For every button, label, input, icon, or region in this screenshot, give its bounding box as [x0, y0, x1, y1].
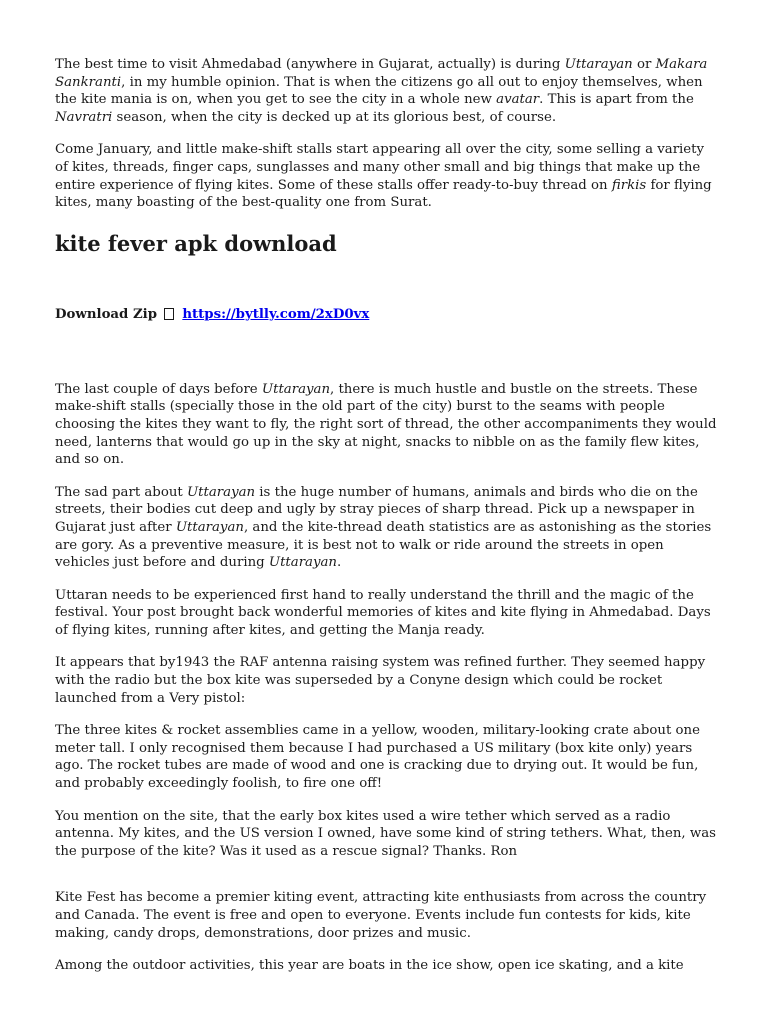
- fest-section: [55, 889, 717, 974]
- italic-text: Uttarayan: [175, 519, 244, 535]
- text-run: Uttaran needs to be experienced first hand to really understand the thrill and the magic of the festival. Your post brought back wonderful memories of kites and kite flying in Ahmedabad. Days of flying kites, running after kites, and getting the Manja ready.: [55, 587, 711, 638]
- italic-text: Uttarayan: [261, 381, 331, 397]
- text-run: Among the outdoor activities, this year are boats in the ice show, open ice skating, and a kite: [55, 958, 684, 974]
- article-section: [55, 381, 717, 861]
- text-run: The best time to visit Ahmedabad (anywhere in Gujarat, actually) is during: [55, 57, 565, 72]
- paragraph: [55, 808, 717, 861]
- spacer: [55, 324, 717, 381]
- paragraph: [55, 141, 717, 211]
- text-run: , in my humble opinion. That is when the citizens go all out to enjoy themselves, when the kite mania is on, when you get to see the city in a whole new: [55, 74, 703, 108]
- paragraph: [55, 722, 717, 792]
- paragraph: [55, 889, 717, 942]
- italic-text: Navratri: [55, 109, 113, 125]
- spacer: [55, 875, 717, 889]
- text-run: The three kites & rocket assemblies came in a yellow, wooden, military-looking crate about one meter tall. I only recognised them because I had purchased a US military (box kite only) years ago. The rocket tubes are made of wood and one is cracking due to drying out. It would be fun, and probably exceedingly foolish, to fire one off!: [55, 723, 700, 792]
- text-run: You mention on the site, that the early box kites used a wire tether which served as a radio antenna. My kites, and the US version I owned, have some kind of string tethers. What, then, was the purpose of the kite? Was it used as a rescue signal? Thanks. Ron: [55, 808, 716, 859]
- paragraph: [55, 654, 717, 707]
- text-run: or: [632, 57, 656, 72]
- text-run: is the huge number of humans, animals and birds who die on the streets, their bodies cut deep and ugly by stray pieces of sharp thread. Pick up a newspaper in Gujarat just after: [55, 484, 698, 535]
- text-run: It appears that by1943 the RAF antenna raising system was refined further. They seemed happy with the radio but the box kite was superseded by a Conyne design which could be rocket launched from a Very pistol:: [55, 655, 706, 706]
- page-title: kite fever apk download: [55, 230, 337, 256]
- download-link[interactable]: https://bytlly.com/2xD0vx: [182, 306, 370, 322]
- paragraph: [55, 381, 717, 469]
- text-run: The sad part about: [55, 484, 187, 500]
- text-run: , and the kite-thread death statistics are as astonishing as the stories are gory. As a preventive measure, it is best not to walk or ride around the streets in open vehicles just before and during: [55, 519, 712, 571]
- paragraph: [55, 484, 717, 572]
- text-run: for flying kites, many boasting of the best-quality one from Surat.: [55, 177, 712, 211]
- text-run: . This is apart from the: [539, 92, 694, 108]
- text-run: .: [336, 555, 342, 571]
- text-run: season, when the city is decked up at its glorious best, of course.: [112, 109, 557, 125]
- paragraph: [55, 56, 717, 126]
- italic-text: Uttarayan: [186, 484, 256, 500]
- missing-glyph-icon: [164, 308, 174, 320]
- text-run: The last couple of days before: [55, 381, 262, 397]
- text-run: Kite Fest has become a premier kiting event, attracting kite enthusiasts from across the country and Canada. The event is free and open to everyone. Events include fun contests for kids, kite making, candy drops, demonstrations, door prizes and music.: [55, 890, 707, 941]
- download-line: [55, 306, 717, 324]
- italic-text: Makara Sankranti: [55, 57, 708, 90]
- text-run: , there is much hustle and bustle on the streets. These make-shift stalls (specially those in the old part of the city) burst to the seams with people choosing the kites they want to fly, the right sort of thread, the other accompaniments they would need, lanterns that would go up in the sky at night, snacks to nibble on as the family flew kites, and so on.: [55, 381, 717, 468]
- download-label: Download Zip: [55, 306, 158, 322]
- text-run: Come January, and little make-shift stalls start appearing all over the city, some selling a variety of kites, threads, finger caps, sunglasses and many other small and big things that make up the entire experience of flying kites. Some of these stalls offer ready-to-buy thread on: [55, 142, 705, 193]
- italic-text: avatar: [496, 92, 540, 108]
- paragraph: [55, 587, 717, 640]
- document-body: [55, 56, 717, 990]
- paragraph: [55, 957, 717, 975]
- intro-section: [55, 56, 717, 212]
- italic-text: Uttarayan: [564, 57, 633, 72]
- italic-text: Uttarayan: [268, 555, 337, 571]
- italic-text: firkis: [611, 177, 647, 193]
